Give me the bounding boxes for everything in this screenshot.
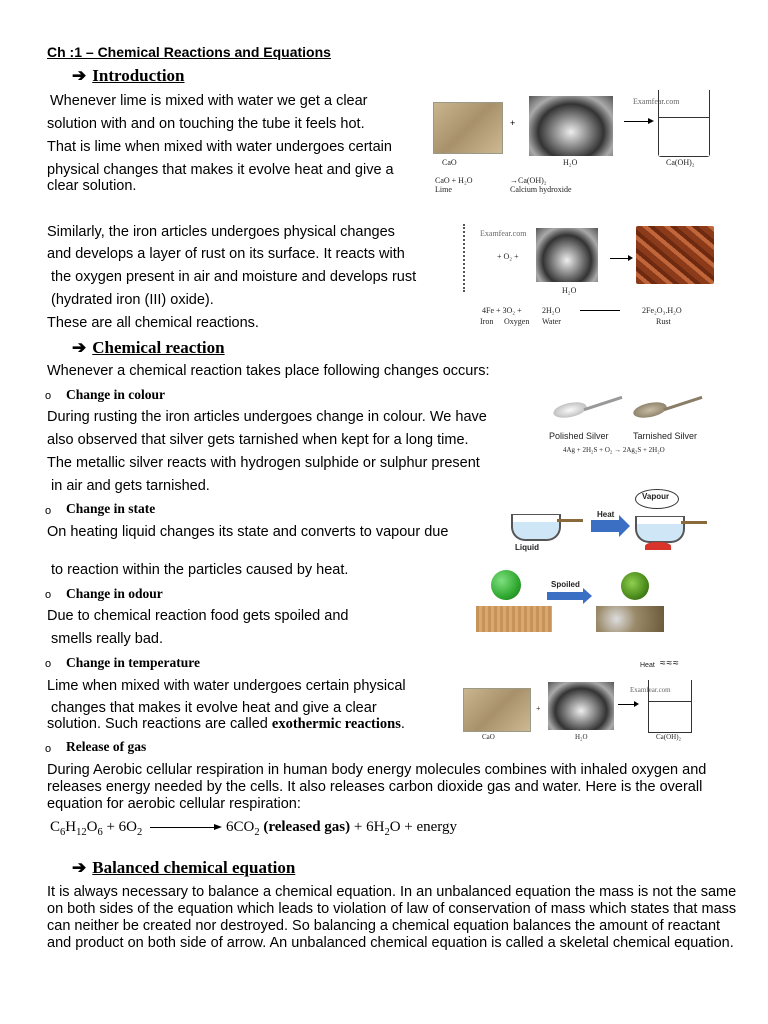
eq-part: O: [86, 819, 98, 835]
chain-icon: [463, 224, 475, 292]
body-line: also observed that silver gets tarnished when kept for a long time.: [47, 432, 469, 448]
bullet-icon: o: [45, 658, 52, 670]
caption-water: Water: [542, 317, 561, 326]
caption-eq-left: 4Fe + 3O₂ +: [482, 306, 522, 315]
blue-arrow-head-icon: [619, 515, 630, 537]
arrow-head-icon: [634, 701, 639, 707]
body-text: .: [400, 716, 405, 732]
caption-polished: Polished Silver: [549, 431, 609, 441]
respiration-paragraph: During Aerobic cellular respiration in human body energy molecules combines with inhaled oxygen and releases energy needed by the cells. It also releases carbon dioxide gas and water. Here is the overall equation for aerobic cellular respiration:: [47, 762, 707, 812]
fresh-bread-image: [476, 606, 552, 632]
body-text: solution. Such reactions are called: [47, 716, 272, 732]
body-line: Due to chemical reaction food gets spoiled and: [47, 608, 349, 624]
body-line: On heating liquid changes its state and converts to vapour due: [47, 524, 449, 540]
odour-figure: [475, 568, 667, 636]
intro-line: physical changes that makes it evolve heat and give a: [47, 162, 394, 178]
intro-line: (hydrated iron (III) oxide).: [51, 292, 214, 308]
page-title: Ch :1 – Chemical Reactions and Equations: [47, 44, 331, 60]
bullet-title: Change in odour: [66, 586, 163, 601]
arrow-icon: ➔: [72, 338, 87, 357]
iron-rust-figure: [460, 222, 720, 328]
caption-h2o: H₂O: [575, 733, 588, 741]
body-line: changes that makes it evolve heat and give a clear: [51, 700, 377, 716]
bullet-icon: o: [45, 743, 52, 755]
body-line: [47, 716, 405, 733]
eq-part: 6CO: [226, 819, 255, 835]
temperature-figure: [460, 656, 700, 744]
heading-balanced-equation: ➔ Balanced chemical equation: [72, 858, 296, 877]
body-line: to reaction within the particles caused by heat.: [51, 562, 349, 578]
intro-line: Whenever lime is mixed with water we get a clear: [50, 93, 368, 109]
intro-line: the oxygen present in air and moisture and develops rust: [51, 269, 417, 285]
arrow-icon: [610, 258, 630, 259]
lime-water-figure: [430, 88, 720, 196]
intro-line: That is lime when mixed with water undergoes certain: [47, 139, 392, 155]
state-figure: [505, 486, 720, 558]
caption-tarnished: Tarnished Silver: [633, 431, 698, 441]
caption-iron: Iron: [480, 317, 494, 326]
caption-cao: CaO: [442, 158, 457, 167]
exothermic-term: exothermic reactions: [271, 716, 401, 732]
watermark: Examfear.com: [633, 97, 680, 106]
tarnished-spoon-image: [632, 400, 668, 421]
bullet-title: Change in temperature: [66, 655, 200, 670]
reaction-arrow-icon: [150, 823, 222, 833]
caption-eq-right: 2Fe₂O₃.H₂O: [642, 306, 682, 315]
intro-line: These are all chemical reactions.: [47, 315, 259, 331]
caption-eq: CaO + H₂O: [435, 176, 473, 185]
intro-line: Similarly, the iron articles undergoes physical changes: [47, 224, 395, 240]
heat-waves-icon: ≈≈≈: [660, 658, 680, 669]
water-image: [529, 96, 613, 156]
pan-boiling-image: [635, 516, 685, 543]
eq-part: + 6O: [102, 819, 137, 835]
blue-arrow-icon: [591, 520, 619, 532]
watermark: Examfear.com: [480, 229, 527, 238]
caption-calcium: Calcium hydroxide: [510, 185, 572, 194]
rust-image: [636, 226, 714, 284]
caption-cao: CaO: [482, 733, 495, 741]
bullet-title: Release of gas: [66, 739, 147, 754]
pan-liquid-image: [511, 514, 561, 541]
caption-rust: Rust: [656, 317, 671, 326]
bullet-icon: o: [45, 390, 52, 402]
arrow-icon: ➔: [72, 858, 87, 877]
beaker-icon: [648, 680, 692, 733]
blue-arrow-icon: [547, 592, 583, 600]
heading-chemical-reaction: ➔ Chemical reaction: [72, 338, 225, 357]
caption-oxygen: Oxygen: [504, 317, 530, 326]
bullet-title: Change in colour: [66, 387, 166, 402]
lime-image: [463, 688, 531, 732]
arrow-head-icon: [628, 255, 633, 261]
spoiled-apple-image: [621, 572, 649, 600]
intro-line: solution with and on touching the tube it feels hot.: [47, 116, 365, 132]
arrow-head-icon: [648, 118, 654, 124]
spoiled-bread-image: [596, 606, 664, 632]
plus-sign: +: [536, 704, 541, 713]
caption-eq-product: →Ca(OH)₂: [510, 176, 547, 185]
caption-vapour: Vapour: [642, 492, 670, 501]
eq-part: + 6H: [350, 819, 385, 835]
fresh-apple-image: [491, 570, 521, 600]
respiration-equation: [50, 819, 457, 838]
eq-released-gas: (released gas): [259, 819, 351, 835]
polished-spoon-image: [552, 400, 588, 421]
balanced-paragraph: It is always necessary to balance a chemical equation. In an unbalanced equation the mass is not the same on both sides of the equation which leads to violation of law of conservation of mass which states that mass can neither be created nor destroyed. So balancing a chemical equation balances the amount of reactant and product on both side of arrow. An unbalanced chemical equation is called a skeletal chemical equation.: [47, 884, 737, 951]
bullet-icon: o: [45, 589, 52, 601]
watermark: Examfear.com: [630, 686, 671, 694]
body-line: During rusting the iron articles undergoes change in colour. We have: [47, 409, 487, 425]
body-line: in air and gets tarnished.: [51, 478, 210, 494]
intro-line: clear solution.: [47, 178, 137, 194]
body-line: The metallic silver reacts with hydrogen sulphide or sulphur present: [47, 455, 480, 471]
body-line: Lime when mixed with water undergoes certain physical: [47, 678, 406, 694]
caption-eq-water: 2H₂O: [542, 306, 561, 315]
eq-part: C: [50, 819, 61, 835]
silver-figure: [545, 393, 715, 459]
caption-silver-eq: 4Ag + 2H₂S + O₂ → 2Ag₂S + 2H₂O: [563, 446, 665, 454]
water-image: [548, 682, 614, 730]
bullet-title: Change in state: [66, 501, 156, 516]
eq-sub: 2: [137, 827, 143, 838]
pan-handle: [557, 519, 583, 522]
caption-liquid: Liquid: [515, 543, 539, 552]
lime-image: [433, 102, 503, 154]
caption-h2o: H₂O: [563, 158, 578, 167]
blue-arrow-head-icon: [583, 588, 592, 604]
water-image: [536, 228, 598, 282]
flame-icon: [645, 542, 671, 550]
arrow-icon: [624, 121, 650, 122]
eq-sub: 2: [254, 827, 260, 838]
caption-lime: Lime: [435, 185, 452, 194]
beaker-icon: [658, 90, 710, 157]
intro-line: and develops a layer of rust on its surface. It reacts with: [47, 246, 405, 262]
eq-sub: 6: [60, 827, 66, 838]
heading-introduction: ➔ Introduction: [72, 66, 185, 85]
eq-sub: 2: [384, 827, 390, 838]
pan-handle: [681, 521, 707, 524]
bullet-icon: o: [45, 505, 52, 517]
arrow-icon: ➔: [72, 66, 87, 85]
chem-lead: Whenever a chemical reaction takes place following changes occurs:: [47, 363, 490, 379]
arrow-icon: [580, 310, 620, 311]
caption-h2o: H₂O: [562, 286, 577, 295]
caption-caoh2: Ca(OH)₂: [666, 158, 695, 167]
eq-sub: 12: [76, 827, 87, 838]
caption-heat: Heat: [597, 510, 615, 519]
spoon-handle: [584, 396, 623, 411]
caption-heat: Heat: [640, 662, 655, 669]
eq-part: H: [65, 819, 77, 835]
plus-o2: + O₂ +: [497, 252, 519, 261]
caption-spoiled: Spoiled: [551, 580, 580, 589]
eq-sub: 6: [97, 827, 103, 838]
plus-sign: +: [510, 118, 516, 128]
eq-part: O + energy: [389, 819, 458, 835]
caption-caoh2: Ca(OH)₂: [656, 733, 681, 741]
body-line: smells really bad.: [51, 631, 164, 647]
spoon-handle: [664, 396, 703, 411]
